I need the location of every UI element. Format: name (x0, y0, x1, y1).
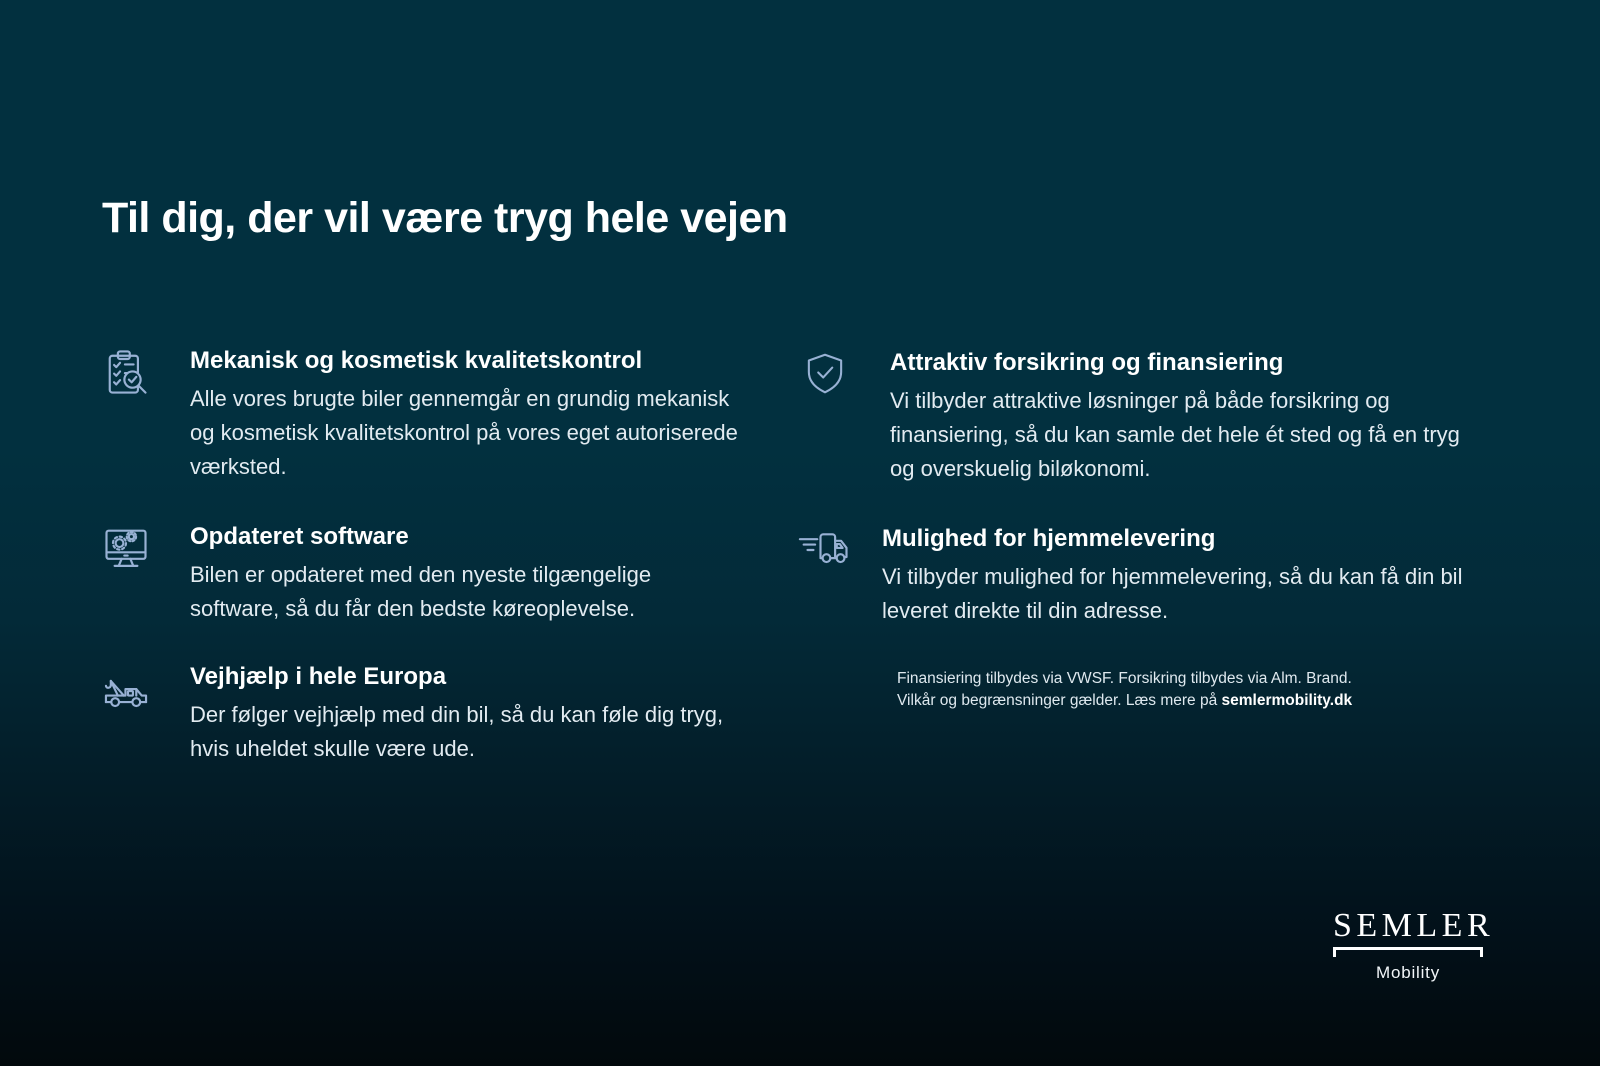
software-update-icon (100, 520, 158, 574)
feature-title: Attraktiv forsikring og finansiering (890, 349, 1284, 376)
tow-truck-icon (100, 660, 158, 714)
fineprint-link: semlermobility.dk (1221, 692, 1353, 709)
semler-wordmark: SEMLER (1333, 907, 1495, 944)
shield-check-icon (800, 346, 858, 398)
semler-logo-rule (1333, 947, 1483, 957)
feature-home-delivery (796, 522, 1496, 628)
feature-body: Vi tilbyder attraktive løsninger på både forsikring og finansiering, så du kan samle det hele ét sted og få en tryg og overskuelig biløkonomi. (890, 388, 1460, 481)
feature-body: Der følger vejhjælp med din bil, så du kan føle dig tryg, hvis uheldet skulle være ude. (190, 702, 724, 761)
feature-roadside-assistance (100, 660, 755, 766)
feature-title: Opdateret software (190, 523, 409, 550)
feature-software (100, 520, 745, 626)
quality-check-icon (100, 344, 158, 398)
feature-title: Mulighed for hjemmelevering (882, 525, 1216, 552)
semler-logo (1333, 907, 1495, 983)
feature-title: Mekanisk og kosmetisk kvalitetskontrol (190, 347, 643, 374)
page-title: Til dig, der vil være tryg hele vejen (102, 194, 788, 242)
delivery-truck-icon (796, 522, 854, 576)
feature-title: Vejhjælp i hele Europa (190, 663, 447, 690)
feature-insurance-financing (800, 346, 1490, 486)
fineprint (897, 668, 1397, 712)
fineprint-line2: Vilkår og begrænsninger gælder. Læs mere på (897, 692, 1222, 709)
feature-body: Vi tilbyder mulighed for hjemmelevering, så du kan få din bil leveret direkte til din adresse. (882, 564, 1463, 623)
feature-body: Alle vores brugte biler gennemgår en grundig mekanisk og kosmetisk kvalitetskontrol på vores eget autoriserede værksted. (190, 386, 738, 479)
fineprint-line1: Finansiering tilbydes via VWSF. Forsikring tilbydes via Alm. Brand. (897, 670, 1352, 687)
feature-quality-control (100, 344, 745, 484)
feature-body: Bilen er opdateret med den nyeste tilgængelige software, så du får den bedste køreoplevelse. (190, 562, 652, 621)
semler-mobility-label: Mobility (1375, 963, 1441, 982)
